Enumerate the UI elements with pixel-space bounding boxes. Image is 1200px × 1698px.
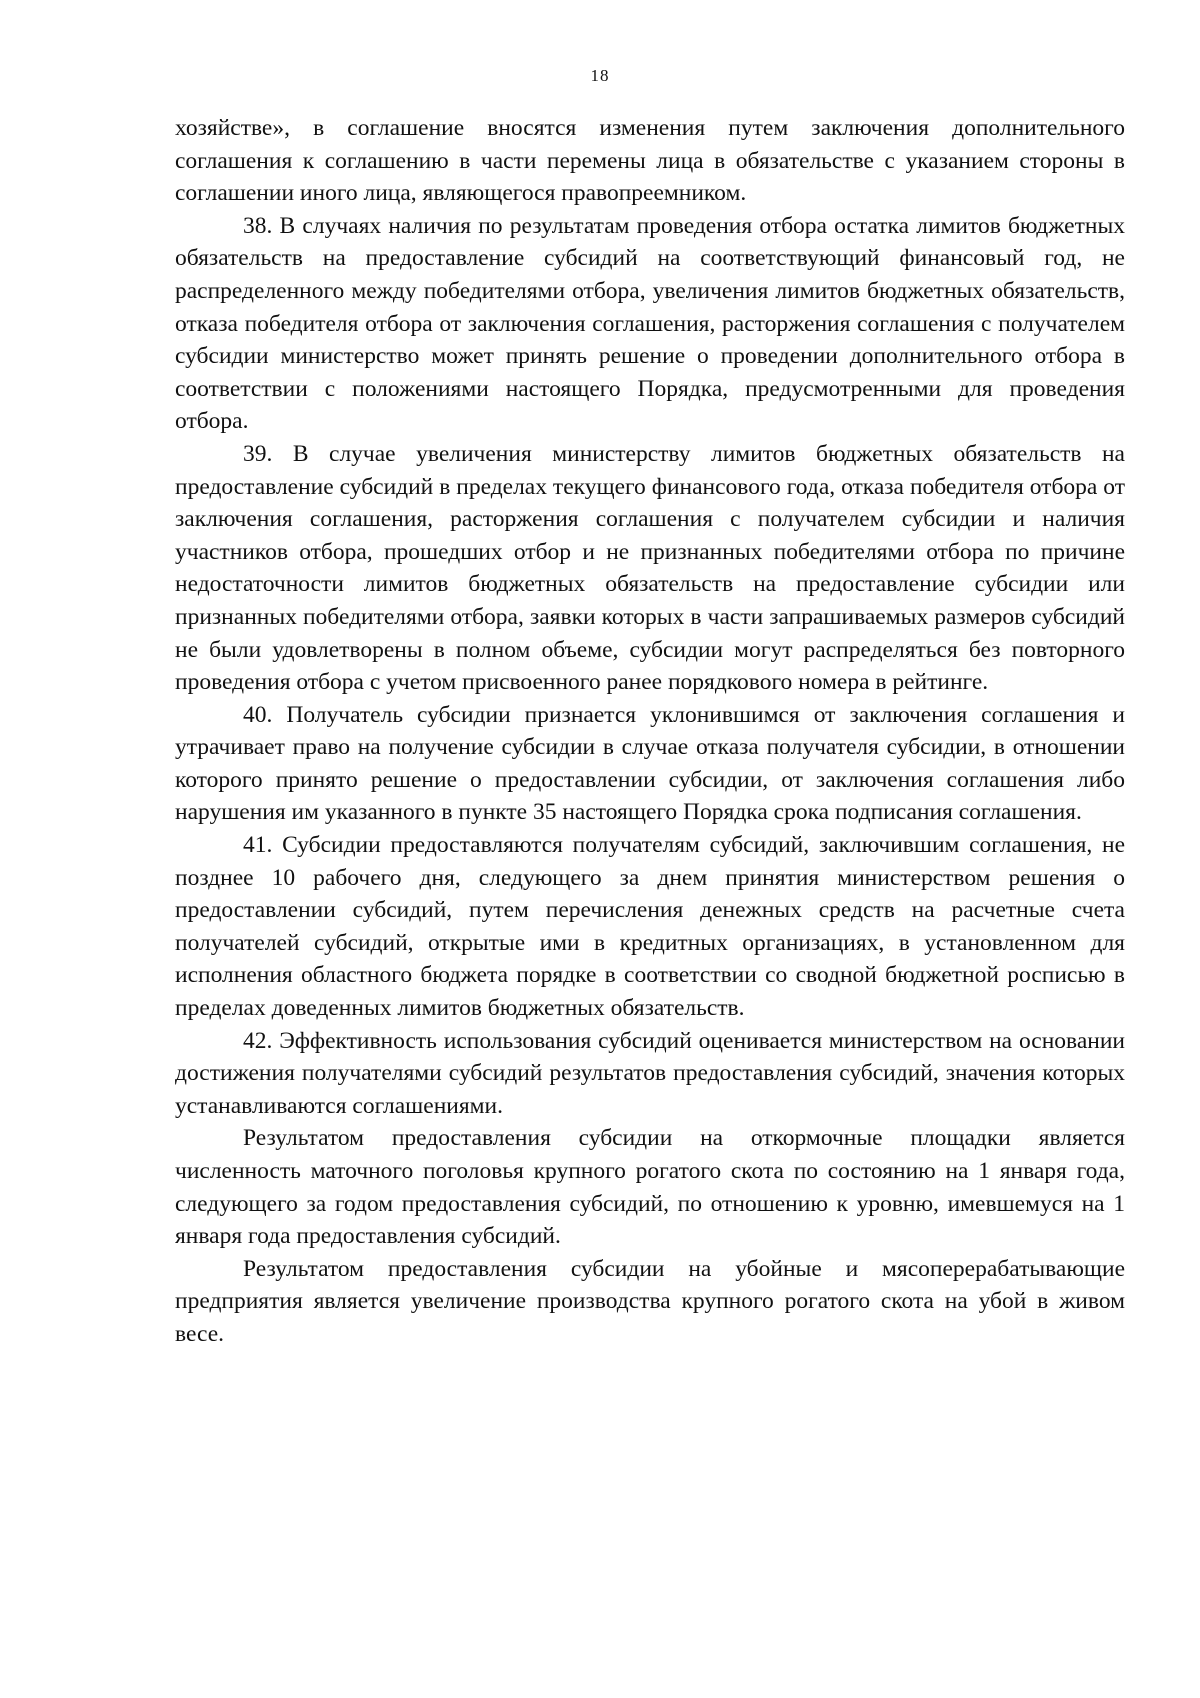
page-number: 18 [590, 66, 610, 85]
paragraph-39: 39. В случае увеличения министерству лимитов бюджетных обязательств на предоставление субсидий в пределах текущего финансового года, отказа победителя отбора от заключения соглашения, расторжения соглашения с получателем субсидии и наличия участников отбора, прошедших отбор и не признанных победителями отбора по причине недостаточности лимитов бюджетных обязательств на предоставление субсидии или признанных победителями отбора, заявки которых в части запрашиваемых размеров субсидий не были удовлетворены в полном объеме, субсидии могут распределяться без повторного проведения отбора с учетом присвоенного ранее порядкового номера в рейтинге. [175, 440, 1125, 696]
document-body [175, 112, 1125, 1351]
paragraph-42: 42. Эффективность использования субсидий оценивается министерством на основании достижения получателями субсидий результатов предоставления субсидий, значения которых устанавливаются соглашениями. [175, 1027, 1125, 1119]
paragraph-40: 40. Получатель субсидии признается уклонившимся от заключения соглашения и утрачивает право на получение субсидии в случае отказа получателя субсидии, в отношении которого принято решение о предоставлении субсидии, от заключения соглашения либо нарушения им указанного в пункте 35 настоящего Порядка срока подписания соглашения. [175, 701, 1125, 826]
paragraph-result-slaughterhouses: Результатом предоставления субсидии на убойные и мясоперерабатывающие предприятия является увеличение производства крупного рогатого скота на убой в живом весе. [175, 1255, 1125, 1347]
paragraph-38: 38. В случаях наличия по результатам проведения отбора остатка лимитов бюджетных обязательств на предоставление субсидий на соответствующий финансовый год, не распределенного между победителями отбора, увеличения лимитов бюджетных обязательств, отказа победителя отбора от заключения соглашения, расторжения соглашения с получателем субсидии министерство может принять решение о проведении дополнительного отбора в соответствии с положениями настоящего Порядка, предусмотренными для проведения отбора. [175, 212, 1125, 435]
paragraph-continuation: хозяйстве», в соглашение вносятся изменения путем заключения дополнительного соглашения к соглашению в части перемены лица в обязательстве с указанием стороны в соглашении иного лица, являющегося правопреемником. [175, 115, 1125, 207]
paragraph-41: 41. Субсидии предоставляются получателям субсидий, заключившим соглашения, не позднее 10 рабочего дня, следующего за днем принятия министерством решения о предоставлении субсидий, путем перечисления денежных средств на расчетные счета получателей субсидий, открытые ими в кредитных организациях, в установленном для исполнения областного бюджета порядке в соответствии со сводной бюджетной росписью в пределах доведенных лимитов бюджетных обязательств. [175, 832, 1125, 1022]
paragraph-result-feedlots: Результатом предоставления субсидии на откормочные площадки является численность маточного поголовья крупного рогатого скота по состоянию на 1 января года, следующего за годом предоставления субсидий, по отношению к уровню, имевшемуся на 1 января года предоставления субсидий. [175, 1125, 1125, 1250]
